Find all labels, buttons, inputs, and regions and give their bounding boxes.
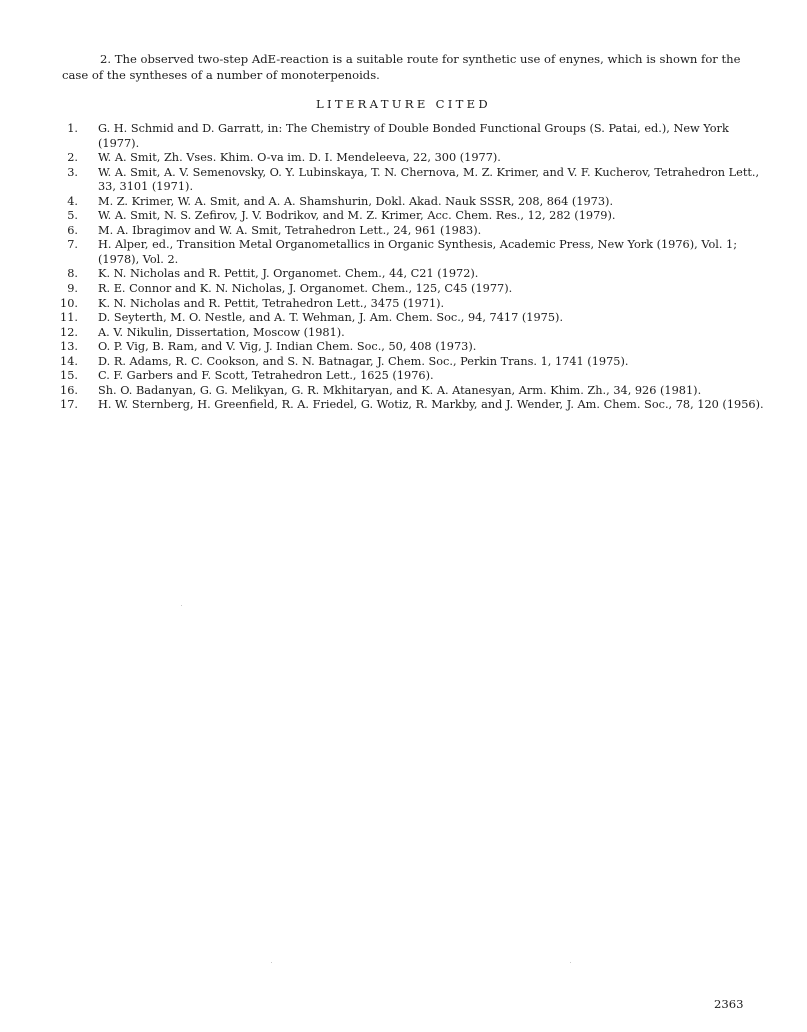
reference-text: R. E. Connor and K. N. Nicholas, J. Organomet. Chem., 125, C45 (1977). <box>98 282 513 296</box>
reference-number: 7. <box>67 238 78 252</box>
reference-item <box>54 224 766 239</box>
reference-item <box>54 267 766 282</box>
reference-text: K. N. Nicholas and R. Pettit, J. Organomet. Chem., 44, C21 (1972). <box>98 267 479 281</box>
reference-number: 15. <box>60 369 78 383</box>
reference-item <box>54 166 766 195</box>
reference-number: 8. <box>67 267 78 281</box>
reference-text: M. Z. Krimer, W. A. Smit, and A. A. Shamshurin, Dokl. Akad. Nauk SSSR, 208, 864 (1973). <box>98 194 614 208</box>
reference-text: D. R. Adams, R. C. Cookson, and S. N. Batnagar, J. Chem. Soc., Perkin Trans. 1, 1741 (1975). <box>98 354 629 368</box>
reference-text: W. A. Smit, A. V. Semenovsky, O. Y. Lubinskaya, T. N. Chernova, M. Z. Krimer, and V. F. Kucherov, Tetrahedron Lett., 33, 3101 (1971). <box>98 165 760 194</box>
reference-item <box>54 311 766 326</box>
literature-cited-heading: LITERATURE CITED <box>315 97 492 111</box>
reference-item <box>54 355 766 370</box>
reference-text: C. F. Garbers and F. Scott, Tetrahedron Lett., 1625 (1976). <box>98 369 434 383</box>
reference-text: G. H. Schmid and D. Garratt, in: The Chemistry of Double Bonded Functional Groups (S. Patai, ed.), New York (1977). <box>98 122 729 150</box>
reference-number: 5. <box>67 209 78 223</box>
reference-list <box>54 122 766 413</box>
reference-number: 6. <box>67 223 78 237</box>
reference-number: 17. <box>60 398 78 412</box>
reference-item <box>54 340 766 355</box>
reference-text: M. A. Ibragimov and W. A. Smit, Tetrahedron Lett., 24, 961 (1983). <box>98 223 482 237</box>
reference-number: 3. <box>67 165 78 179</box>
reference-item <box>54 384 766 399</box>
reference-item <box>54 151 766 166</box>
reference-item <box>54 282 766 297</box>
reference-number: 1. <box>67 122 78 135</box>
reference-text: Sh. O. Badanyan, G. G. Melikyan, G. R. Mkhitaryan, and K. A. Atanesyan, Arm. Khim. Zh., 34, 926 (1981). <box>98 383 702 397</box>
reference-number: 10. <box>60 296 78 310</box>
reference-text: H. Alper, ed., Transition Metal Organometallics in Organic Synthesis, Academic Press, New York (1976), Vol. 1; (1978), Vol. 2. <box>98 238 738 266</box>
reference-text: H. W. Sternberg, H. Greenfield, R. A. Friedel, G. Wotiz, R. Markby, and J. Wender, J. Am. Chem. Soc., 78, 120 (1956). <box>98 398 764 412</box>
reference-number: 13. <box>60 340 78 354</box>
reference-number: 9. <box>67 282 78 296</box>
reference-item <box>54 238 766 267</box>
reference-item <box>54 122 766 151</box>
scan-speck <box>181 605 182 606</box>
reference-item <box>54 209 766 224</box>
reference-number: 11. <box>60 311 78 325</box>
reference-text: W. A. Smit, N. S. Zefirov, J. V. Bodrikov, and M. Z. Krimer, Acc. Chem. Res., 12, 282 (1979). <box>98 209 616 223</box>
reference-text: D. Seyterth, M. O. Nestle, and A. T. Wehman, J. Am. Chem. Soc., 94, 7417 (1975). <box>98 311 564 325</box>
reference-text: K. N. Nicholas and R. Pettit, Tetrahedron Lett., 3475 (1971). <box>98 296 445 310</box>
reference-item <box>54 195 766 210</box>
reference-number: 2. <box>67 151 78 165</box>
reference-item <box>54 369 766 384</box>
reference-number: 12. <box>60 325 78 339</box>
reference-text: W. A. Smit, Zh. Vses. Khim. O-va im. D. I. Mendeleeva, 22, 300 (1977). <box>98 151 501 165</box>
reference-number: 4. <box>67 194 78 208</box>
scan-speck <box>570 962 571 963</box>
reference-number: 16. <box>60 383 78 397</box>
scan-speck <box>271 962 272 963</box>
reference-text: O. P. Vig, B. Ram, and V. Vig, J. Indian Chem. Soc., 50, 408 (1973). <box>98 340 477 354</box>
conclusion-paragraph: 2. The observed two-step AdE-reaction is a suitable route for synthetic use of enynes, which is shown for the case of the syntheses of a number of monoterpenoids. <box>62 52 741 82</box>
reference-number: 14. <box>60 354 78 368</box>
reference-item <box>54 326 766 341</box>
reference-item <box>54 398 766 413</box>
reference-item <box>54 297 766 312</box>
page-number: 2363 <box>714 997 744 1011</box>
reference-text: A. V. Nikulin, Dissertation, Moscow (1981). <box>98 325 345 339</box>
